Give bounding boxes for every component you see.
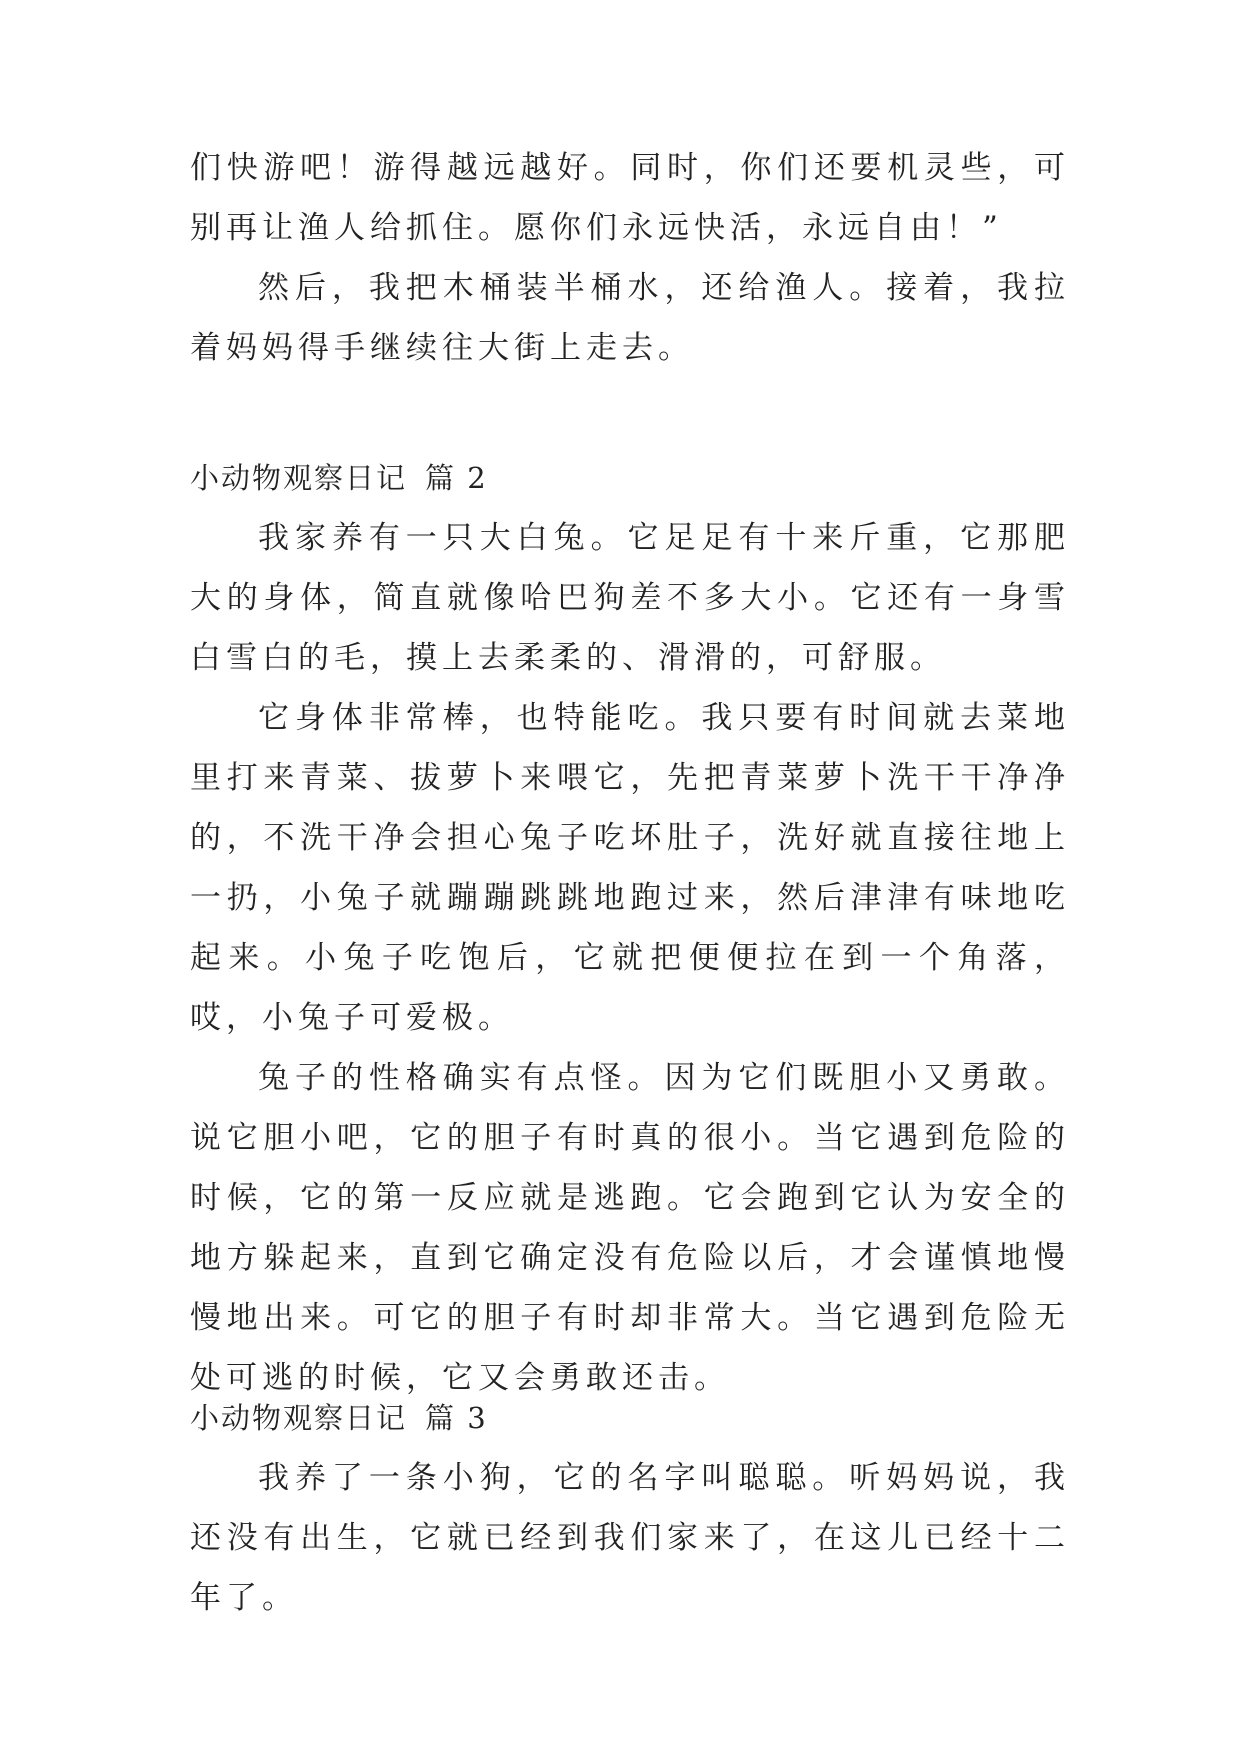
- heading-title: 小动物观察日记: [190, 1401, 408, 1435]
- paragraph: 它身体非常棒，也特能吃。我只要有时间就去菜地里打来青菜、拔萝卜来喂它，先把青菜萝卜洗干干净净的，不洗干净会担心兔子吃坏肚子，洗好就直接往地上一扔，小兔子就蹦蹦跳跳地跑过来，然后津津有味地吃起来。小兔子吃饱后，它就把便便拉在到一个角落，哎，小兔子可爱极。: [190, 700, 1070, 1036]
- heading-title: 小动物观察日记: [190, 461, 408, 495]
- paragraph: 我家养有一只大白兔。它足足有十来斤重，它那肥大的身体，简直就像哈巴狗差不多大小。它还有一身雪白雪白的毛，摸上去柔柔的、滑滑的，可舒服。: [190, 520, 1070, 676]
- section-heading-2: [190, 448, 488, 508]
- heading-number: 篇 2: [425, 461, 488, 495]
- heading-number: 篇 3: [425, 1401, 488, 1435]
- paragraph: 我养了一条小狗，它的名字叫聪聪。听妈妈说，我还没有出生，它就已经到我们家来了，在这儿已经十二年了。: [190, 1460, 1070, 1616]
- section-body-2: [190, 508, 1070, 1408]
- paragraph: 然后，我把木桶装半桶水，还给渔人。接着，我拉着妈妈得手继续往大街上走去。: [190, 270, 1070, 366]
- paragraph: 兔子的性格确实有点怪。因为它们既胆小又勇敢。说它胆小吧，它的胆子有时真的很小。当它遇到危险的时候，它的第一反应就是逃跑。它会跑到它认为安全的地方躲起来，直到它确定没有危险以后，才会谨慎地慢慢地出来。可它的胆子有时却非常大。当它遇到危险无处可逃的时候，它又会勇敢还击。: [190, 1060, 1070, 1396]
- continuation-paragraph: [190, 138, 1070, 378]
- section-body-3: [190, 1448, 1070, 1628]
- paragraph-continued: 们快游吧！游得越远越好。同时，你们还要机灵些，可别再让渔人给抓住。愿你们永远快活，永远自由！”: [190, 150, 1070, 246]
- section-heading-3: [190, 1388, 488, 1448]
